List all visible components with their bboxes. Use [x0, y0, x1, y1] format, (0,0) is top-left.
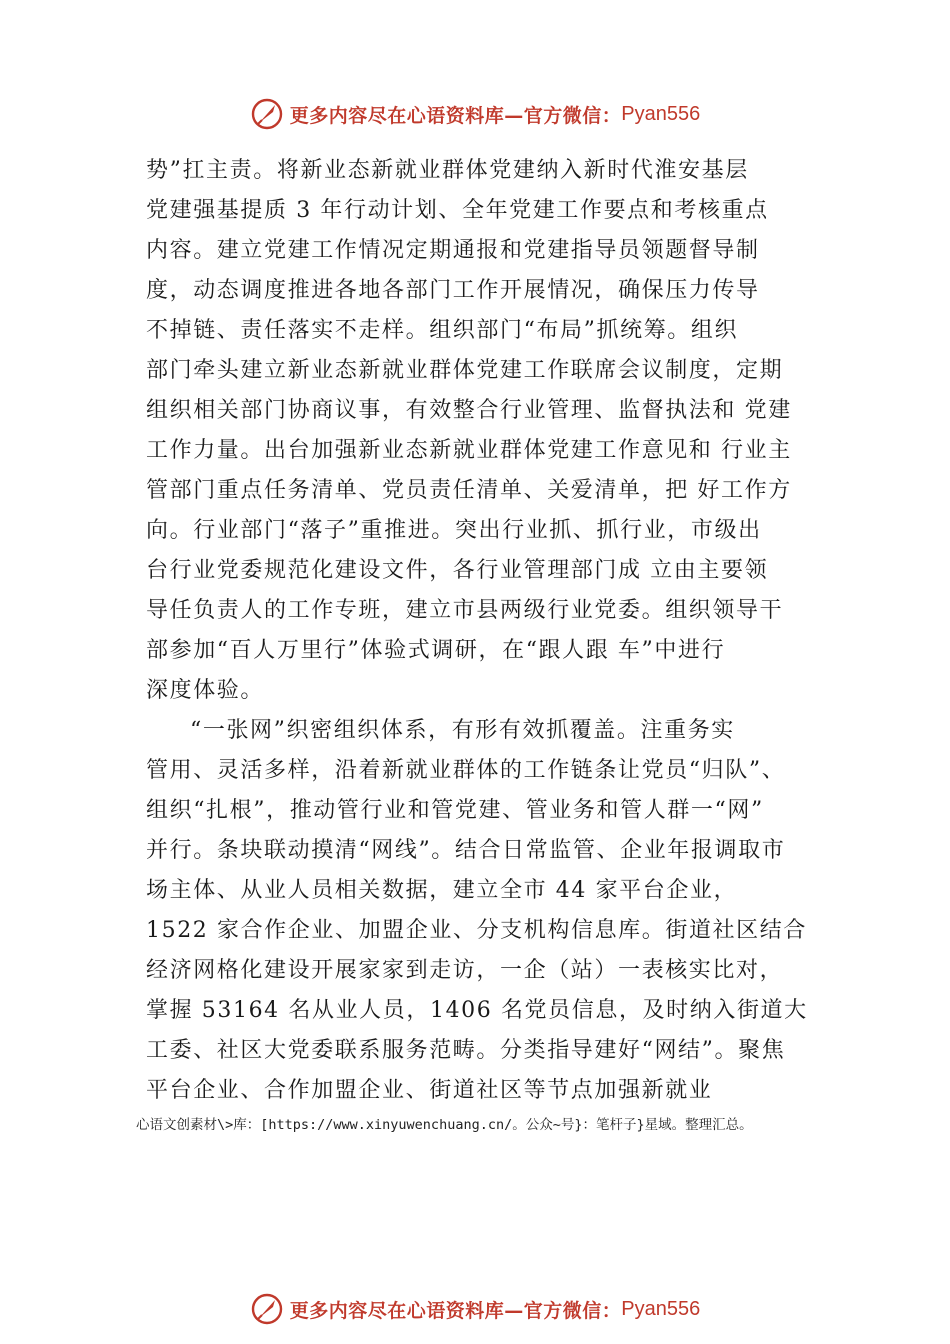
paragraph-start-line: “一张网”织密组织体系，有形有效抓覆盖。注重务实	[190, 718, 735, 743]
banner-handle: Pyan556	[621, 1297, 701, 1320]
body-line: 管用、灵活多样，沿着新就业群体的工作链条让党员“归队”、	[146, 758, 786, 783]
body-line: 部参加“百人万里行”体验式调研，在“跟人跟 车”中进行	[146, 638, 726, 663]
body-line: 深度体验。	[146, 678, 265, 703]
body-line: 不掉链、责任落实不走样。组织部门“布局”抓统筹。组织	[146, 318, 739, 343]
source-note: 心语文创素材\>库：[https://www.xinyuwenchuang.cn/。公众~号}：笔杆子}星域。整理汇总。	[136, 1117, 753, 1133]
document-body	[146, 151, 836, 1111]
body-line: 部门牵头建立新业态新就业群体党建工作联席会议制度，定期	[146, 358, 784, 383]
body-line: 向。行业部门“落子”重推进。突出行业抓、抓行业，市级出	[146, 518, 762, 543]
feather-pen-seal-icon	[250, 1292, 284, 1326]
feather-pen-seal-icon	[250, 97, 284, 131]
body-line: 内容。建立党建工作情况定期通报和党建指导员领题督导制	[146, 238, 760, 263]
body-line: 并行。条块联动摸清“网线”。结合日常监管、企业年报调取市	[146, 838, 786, 863]
banner-text: 更多内容尽在心语资料库—官方微信：	[289, 1299, 622, 1322]
footer-banner	[0, 1289, 950, 1329]
body-line: 掌握 53164 名从业人员，1406 名党员信息，及时纳入街道大	[146, 998, 808, 1023]
body-line: 管部门重点任务清单、党员责任清单、关爱清单，把 好工作方	[146, 478, 792, 503]
body-line: 势”扛主责。将新业态新就业群体党建纳入新时代淮安基层	[146, 158, 749, 183]
body-line: 导任负责人的工作专班，建立市县两级行业党委。组织领导干	[146, 598, 784, 623]
body-line: 工作力量。出台加强新业态新就业群体党建工作意见和 行业主	[146, 438, 792, 463]
banner-text: 更多内容尽在心语资料库—官方微信：	[289, 104, 622, 127]
header-banner	[0, 94, 950, 134]
body-line: 经济网格化建设开展家家到走访，一企（站）一表核实比对，	[146, 958, 784, 983]
body-line: 组织相关部门协商议事，有效整合行业管理、监督执法和 党建	[146, 398, 792, 423]
banner-handle: Pyan556	[621, 102, 701, 125]
body-line: 度，动态调度推进各地各部门工作开展情况，确保压力传导	[146, 278, 760, 303]
body-line: 党建强基提质 3 年行动计划、全年党建工作要点和考核重点	[146, 198, 769, 223]
body-line: 平台企业、合作加盟企业、街道社区等节点加强新就业	[146, 1078, 713, 1103]
body-line: 场主体、从业人员相关数据，建立全市 44 家平台企业，	[146, 878, 738, 903]
body-line: 工委、社区大党委联系服务范畴。分类指导建好“网结”。聚焦	[146, 1038, 786, 1063]
body-line: 台行业党委规范化建设文件，各行业管理部门成 立由主要领	[146, 558, 769, 583]
body-line: 1522 家合作企业、加盟企业、分支机构信息库。街道社区结合	[146, 918, 807, 943]
body-line: 组织“扎根”，推动管行业和管党建、管业务和管人群一“网”	[146, 798, 764, 823]
